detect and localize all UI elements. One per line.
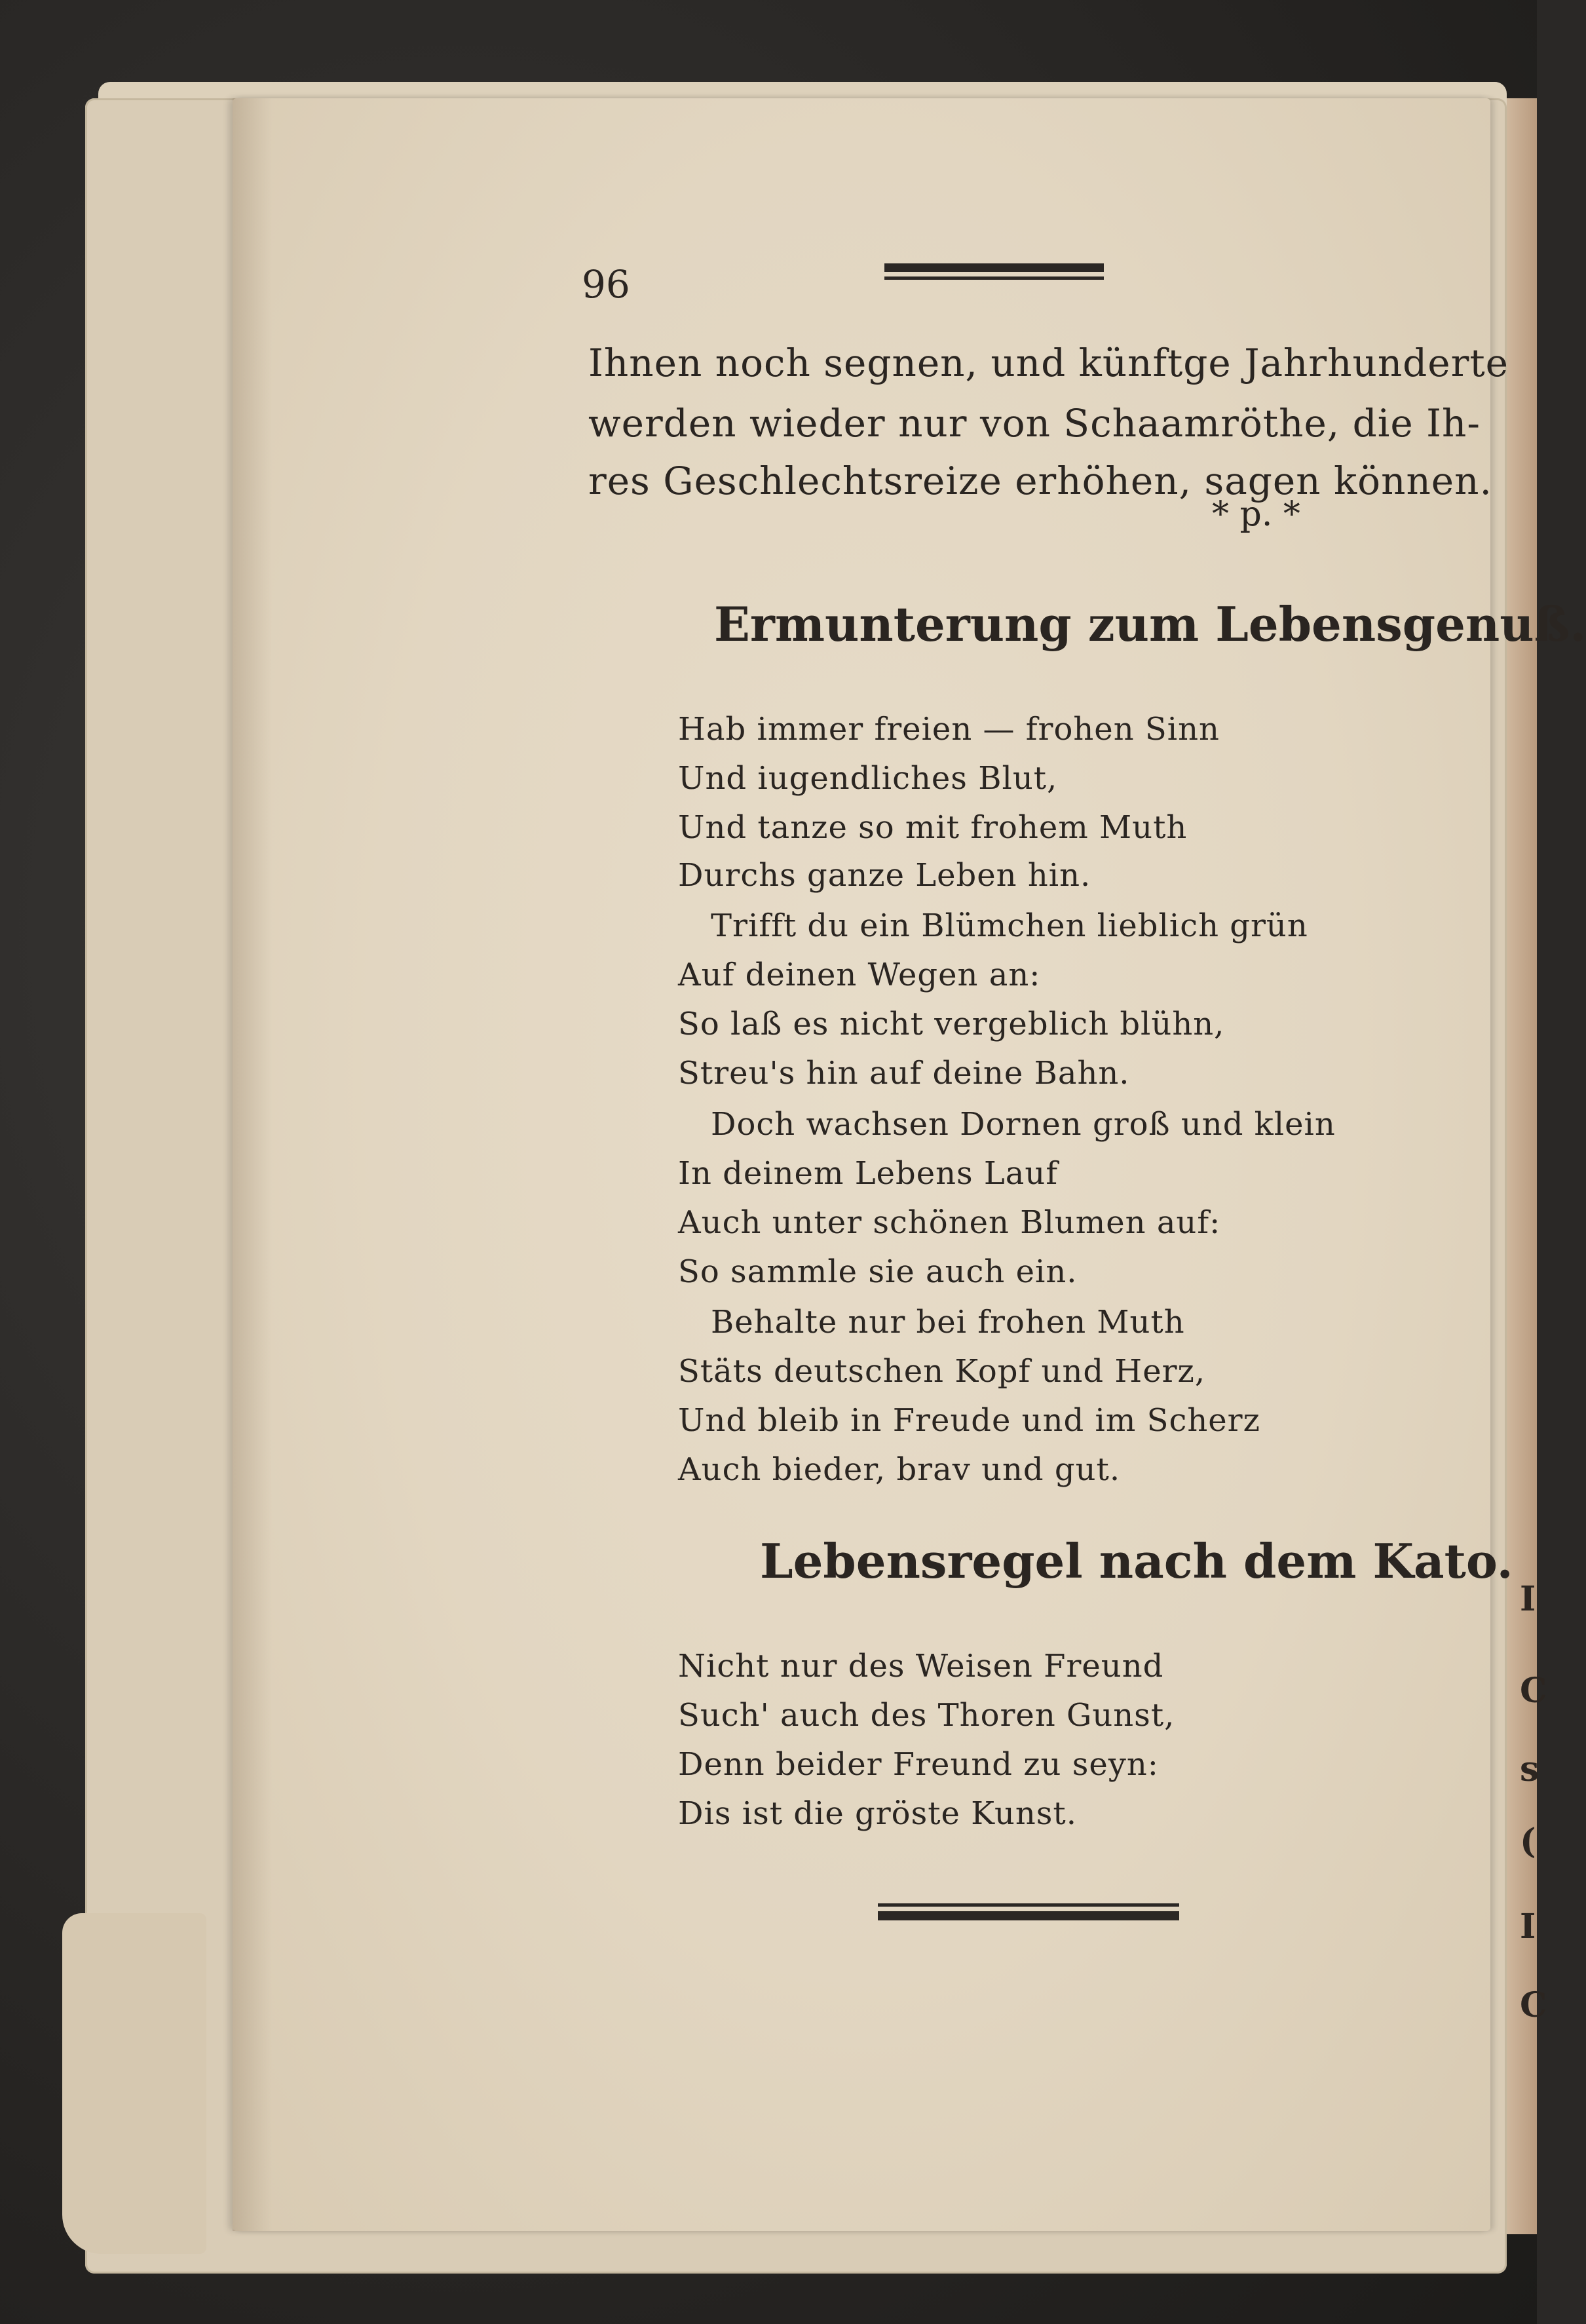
adjacent-page-glyph: (	[1520, 1821, 1536, 1861]
header-double-rule	[884, 263, 1104, 283]
adjacent-page-glyph: C	[1520, 1671, 1547, 1711]
page-number: 96	[582, 262, 630, 307]
page-gutter-shadow	[233, 98, 272, 2231]
verse-line: Durchs ganze Leben hin.	[678, 857, 1091, 894]
verse-line: Und iugendliches Blut,	[678, 760, 1058, 797]
verse-line: Such' auch des Thoren Gunst,	[678, 1697, 1175, 1734]
verse-line: Trifft du ein Blümchen lieblich grün	[711, 907, 1308, 944]
prose-line: werden wieder nur von Schaamröthe, die Ih-	[588, 401, 1481, 446]
verse-line: Auch bieder, brav und gut.	[678, 1451, 1121, 1488]
author-signature: * p. *	[1212, 495, 1300, 534]
prose-line: res Geschlechtsreize erhöhen, sagen können.	[588, 459, 1492, 503]
verse-line: Behalte nur bei frohen Muth	[711, 1304, 1185, 1341]
verse-line: In deinem Lebens Lauf	[678, 1155, 1059, 1192]
adjacent-page-glyph: I	[1520, 1907, 1536, 1947]
verse-line: Nicht nur des Weisen Freund	[678, 1648, 1164, 1685]
footer-double-rule	[878, 1903, 1179, 1930]
poem-title: Ermunterung zum Lebensgenuß.	[714, 596, 1586, 652]
verse-line: Und tanze so mit frohem Muth	[678, 809, 1188, 846]
verse-line: Doch wachsen Dornen groß und klein	[711, 1106, 1336, 1143]
verse-line: Stäts deutschen Kopf und Herz,	[678, 1353, 1206, 1390]
prose-line: Ihnen noch segnen, und künftge Jahrhunderte	[588, 341, 1509, 385]
verse-line: Hab immer freien — frohen Sinn	[678, 711, 1220, 748]
adjacent-page-glyph: s	[1520, 1749, 1539, 1789]
verse-line: So laß es nicht vergeblich blühn,	[678, 1006, 1225, 1042]
verse-line: Und bleib in Freude und im Scherz	[678, 1402, 1260, 1439]
verse-line: Dis ist die gröste Kunst.	[678, 1795, 1077, 1832]
adjacent-page-glyph: I	[1520, 1579, 1536, 1619]
verse-line: Streu's hin auf deine Bahn.	[678, 1055, 1130, 1092]
verse-line: Denn beider Freund zu seyn:	[678, 1746, 1159, 1783]
adjacent-page-glyph: C	[1520, 1985, 1547, 2025]
folded-corner	[62, 1913, 206, 2254]
verse-line: Auf deinen Wegen an:	[678, 957, 1041, 993]
verse-line: Auch unter schönen Blumen auf:	[678, 1204, 1221, 1241]
verse-line: So sammle sie auch ein.	[678, 1253, 1078, 1290]
poem-title: Lebensregel nach dem Kato.	[760, 1533, 1513, 1589]
